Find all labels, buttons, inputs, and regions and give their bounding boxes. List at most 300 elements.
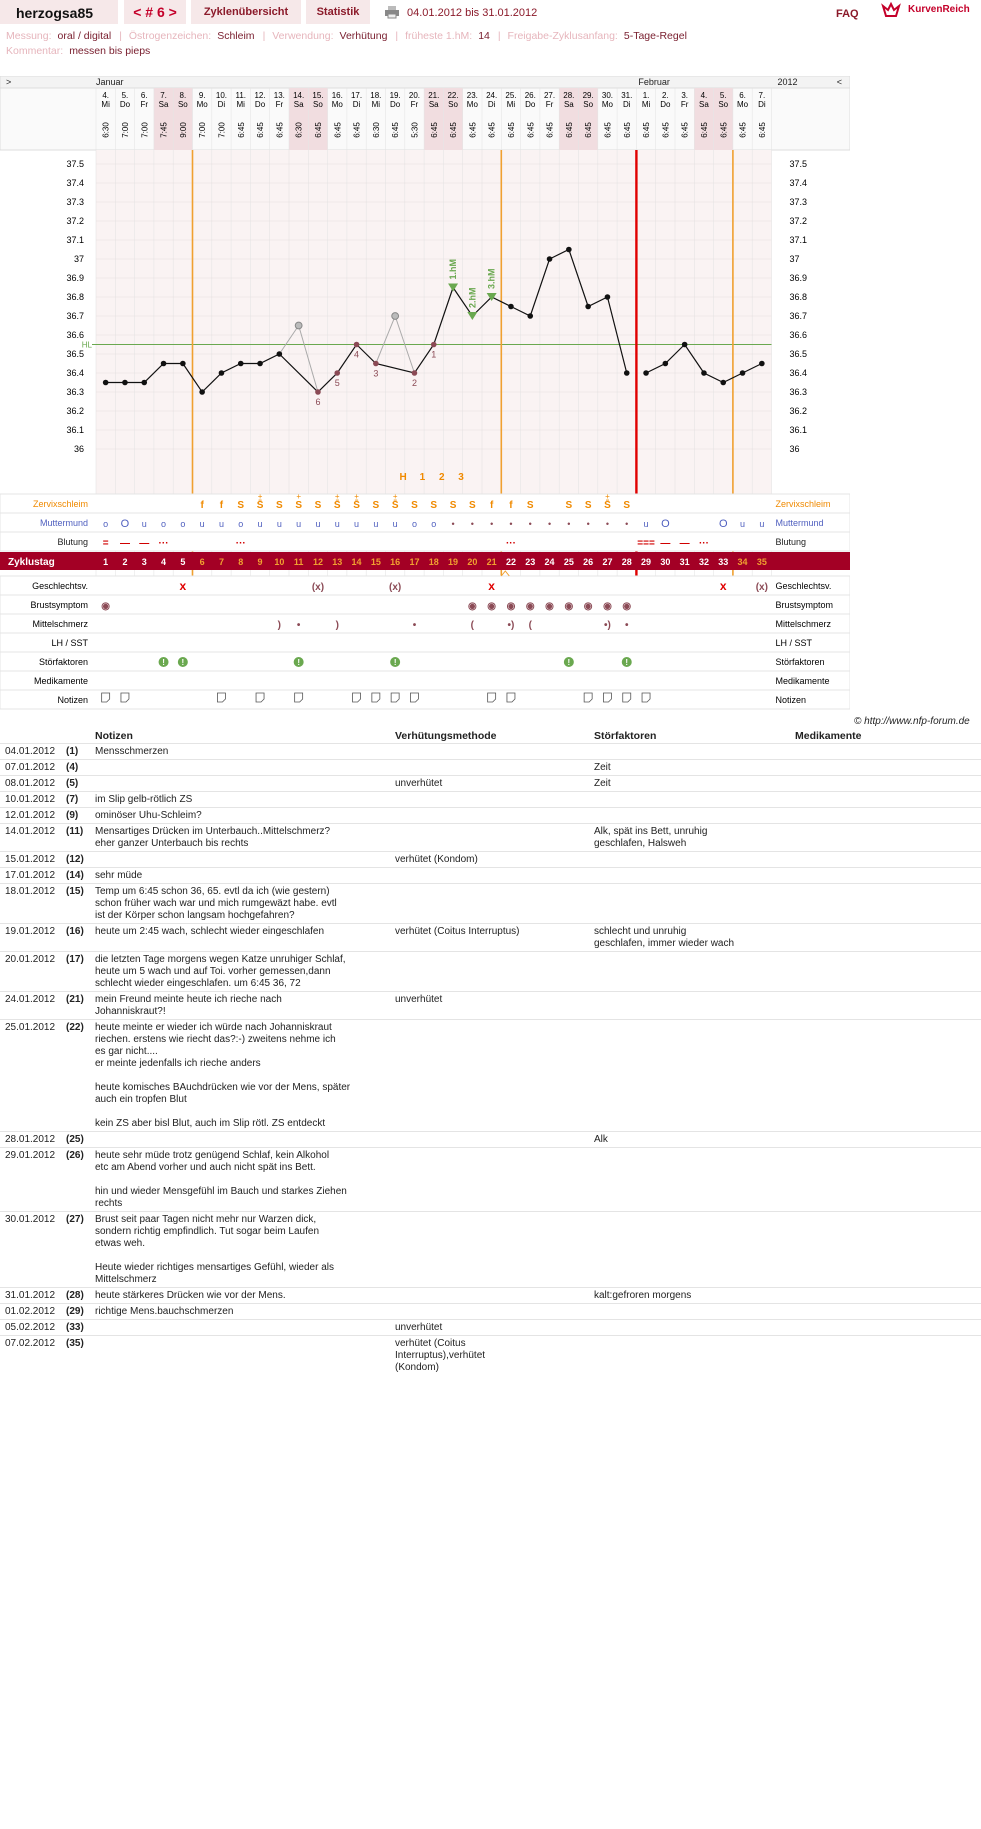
mucus-mark: S <box>314 500 322 511</box>
note-cycle-day: (29) <box>66 1306 84 1317</box>
notes-row <box>0 1019 981 1131</box>
mucus-mark: S <box>565 500 573 511</box>
note-icon <box>217 693 225 702</box>
date-label: 6. <box>140 91 148 100</box>
top-bar <box>0 0 981 28</box>
cervix-mark: • <box>547 519 552 529</box>
note-icon <box>507 693 515 702</box>
notes-row <box>0 951 981 991</box>
brand-name[interactable]: KurvenReich <box>908 4 970 15</box>
high-measure-label: 2.hM <box>467 287 478 308</box>
cycle-day-number: 2 <box>122 557 128 567</box>
cervix-mark: • <box>490 519 494 529</box>
symptom-mark-brust: ◉ <box>603 601 612 612</box>
bleeding-mark: — <box>139 538 150 549</box>
notes-row <box>0 883 981 923</box>
date-label: 15. <box>312 91 324 100</box>
low-measure-number: 2 <box>411 378 417 388</box>
time-label: 6:45 <box>545 122 555 138</box>
mucus-mark: S <box>276 500 283 511</box>
row-label-right-med: Medikamente <box>775 676 830 686</box>
meta-label: Verwendung: <box>272 30 334 42</box>
y-tick-right: 36.5 <box>789 349 808 359</box>
weekday-label: Sa <box>699 100 709 109</box>
time-label: 6:45 <box>506 122 516 138</box>
y-tick-right: 36.9 <box>789 273 808 283</box>
month-band <box>0 76 850 88</box>
time-label: 6:45 <box>352 122 362 138</box>
mucus-mark: f <box>489 500 494 511</box>
time-label: 7:00 <box>120 122 130 138</box>
symptom-mark-gv: (x) <box>389 582 402 593</box>
y-tick-left: 36.3 <box>66 387 84 397</box>
tab-statistics[interactable]: Statistik <box>306 0 370 24</box>
note-cycle-day: (21) <box>66 994 84 1005</box>
cervix-mark: u <box>276 519 282 529</box>
date-label: 9. <box>198 91 206 100</box>
row-label-med: Medikamente <box>33 676 88 686</box>
date-label: 11. <box>235 91 247 100</box>
cycle-day-number: 29 <box>641 557 652 567</box>
weekday-label: Mo <box>736 100 749 109</box>
time-label: 6:45 <box>468 122 478 138</box>
mucus-mark: S̄ <box>256 500 264 511</box>
y-tick-left: 36.2 <box>66 406 84 416</box>
note-text: heute sehr müde trotz genügend Schlaf, kein Alkohol etc am Abend vorher und auch nicht spät ins Bett. hin und wieder Mensgefühl im Bauch und starkes Ziehen rechts <box>95 1150 347 1209</box>
y-tick-right: 37.2 <box>789 216 808 226</box>
date-label: 5. <box>719 91 727 100</box>
symptom-mark-brust: ◉ <box>101 601 111 612</box>
peak-day-marker: H <box>399 472 407 483</box>
y-tick-left: 37 <box>73 254 84 264</box>
date-label: 19. <box>389 91 401 100</box>
temperature-point <box>373 361 379 367</box>
temperature-point <box>180 361 186 367</box>
printer-icon[interactable] <box>384 5 400 19</box>
cycle-selector[interactable]: < # 6 > <box>124 0 186 24</box>
medication-header: Medikamente <box>795 730 862 742</box>
symptom-mark-brust: ◉ <box>506 601 516 612</box>
peak-day-marker: 2 <box>438 472 445 483</box>
bleeding-mark: ··· <box>235 538 246 549</box>
date-label: 31. <box>621 91 633 100</box>
cycle-day-number: 23 <box>525 557 536 567</box>
time-label: 6:45 <box>429 122 439 138</box>
date-label: 10. <box>215 91 228 100</box>
note-cycle-day: (25) <box>66 1134 84 1145</box>
y-tick-right: 36.3 <box>789 387 808 397</box>
cycle-day-number: 24 <box>544 557 555 567</box>
bleeding-mark: — <box>660 538 671 549</box>
mucus-mark: S <box>526 500 534 511</box>
time-label: 6:45 <box>449 122 459 138</box>
symptom-mark-gv: x <box>719 579 727 593</box>
cervix-mark: O <box>718 518 728 530</box>
temperature-point <box>354 342 360 348</box>
note-disruption: Alk <box>594 1134 608 1145</box>
meta-label: Freigabe-Zyklusanfang: <box>507 30 618 42</box>
note-cycle-day: (11) <box>66 826 84 837</box>
note-date: 19.01.2012 <box>5 926 56 937</box>
cycle-day-number: 20 <box>467 557 478 567</box>
note-date: 01.02.2012 <box>5 1306 56 1317</box>
meta-separator: | <box>262 30 269 42</box>
symptom-mark-mittel: ) <box>335 620 339 631</box>
time-label: 6:45 <box>313 122 323 138</box>
note-cycle-day: (28) <box>66 1290 84 1301</box>
temperature-point <box>199 389 205 395</box>
cycle-day-label: Zyklustag <box>8 557 55 568</box>
notes-row <box>0 743 981 759</box>
row-label-mittel: Mittelschmerz <box>32 619 88 629</box>
note-text: sehr müde <box>95 870 143 881</box>
y-tick-right: 37.3 <box>789 197 808 207</box>
time-label: 5:30 <box>410 122 420 138</box>
note-icon <box>256 693 264 702</box>
row-label-muttermund: Muttermund <box>39 518 88 528</box>
time-label: 6:45 <box>642 122 652 138</box>
note-date: 31.01.2012 <box>5 1290 56 1301</box>
note-text: Temp um 6:45 schon 36, 65. evtl da ich (wie gestern) schon früher wach war und mich rumgewäzt habe. evtl ist der Körper schon langsam hochgefahren? <box>95 886 337 921</box>
symptom-mark-brust: ◉ <box>467 601 477 612</box>
cervix-mark: o <box>411 519 417 529</box>
weekday-label: Mi <box>101 100 110 109</box>
tab-cycle-overview[interactable]: Zyklenübersicht <box>191 0 301 24</box>
date-label: 28. <box>563 91 575 100</box>
weekday-label: So <box>313 100 323 109</box>
notes-row <box>0 1319 981 1335</box>
temperature-point <box>412 370 418 376</box>
weekday-label: Di <box>352 100 361 109</box>
weekday-label: Fr <box>410 100 419 109</box>
notes-row <box>0 1131 981 1147</box>
date-label: 13. <box>273 91 285 100</box>
cycle-day-number: 18 <box>428 557 439 567</box>
meta-separator: | <box>119 30 125 42</box>
note-date: 10.01.2012 <box>5 794 56 805</box>
cover-line-label: HL <box>81 340 92 350</box>
y-tick-left: 37.4 <box>66 178 84 188</box>
weekday-label: Do <box>119 100 131 109</box>
mucus-peak-mark: + <box>296 492 301 501</box>
symptom-mark-mittel: •) <box>507 620 515 631</box>
note-disruption: Alk, spät ins Bett, unruhig geschlafen, Halsweh <box>594 826 708 849</box>
low-measure-number: 3 <box>373 368 379 379</box>
y-tick-left: 36.6 <box>66 330 84 340</box>
mucus-mark: S̄ <box>604 500 611 511</box>
mucus-mark: f <box>200 500 204 511</box>
mucus-peak-mark: + <box>257 492 263 501</box>
cervix-mark: • <box>509 519 513 529</box>
month-label-second: Februar <box>638 77 670 87</box>
row-label-right-muttermund: Muttermund <box>775 518 824 528</box>
time-label: 6:45 <box>236 122 246 138</box>
cervix-mark: o <box>431 519 437 529</box>
cervix-mark: u <box>199 519 205 529</box>
row-label-brust: Brustsymptom <box>30 600 88 610</box>
row-label-right-mittel: Mittelschmerz <box>775 619 832 629</box>
note-icon <box>488 693 496 702</box>
weekday-label: So <box>718 100 729 109</box>
symptom-mark-mittel: ) <box>277 620 282 631</box>
symptom-mark-mittel: •) <box>604 620 611 631</box>
meta-value: messen bis pieps <box>69 45 151 57</box>
mucus-mark: f <box>509 500 513 511</box>
cervix-mark: O <box>661 518 670 530</box>
cycle-day-number: 15 <box>370 557 381 567</box>
disruption-mark: ! <box>162 658 165 667</box>
note-date: 29.01.2012 <box>5 1150 56 1161</box>
note-icon <box>642 693 650 702</box>
cervix-mark: o <box>180 519 186 529</box>
meta-label: früheste 1.hM: <box>405 30 473 42</box>
row-med <box>0 671 850 690</box>
faq-link[interactable]: FAQ <box>836 8 859 20</box>
date-label: 12. <box>254 91 266 100</box>
bleeding-mark: === <box>637 538 655 549</box>
note-date: 08.01.2012 <box>5 778 56 789</box>
temperature-point <box>759 361 765 367</box>
bleeding-mark: = <box>102 538 109 549</box>
notes-row <box>0 851 981 867</box>
cycle-day-number: 5 <box>180 557 186 567</box>
note-date: 28.01.2012 <box>5 1134 56 1145</box>
date-label: 21. <box>428 91 440 100</box>
cervix-mark: u <box>643 519 649 529</box>
notes-row <box>0 775 981 791</box>
note-method: verhütet (Coitus Interruptus) <box>395 926 520 937</box>
y-tick-right: 36.6 <box>789 330 808 340</box>
meta-label: Östrogenzeichen: <box>128 30 212 42</box>
cervix-mark: • <box>605 519 610 529</box>
note-icon <box>391 693 399 702</box>
cervix-mark: u <box>315 519 321 529</box>
temperature-point <box>103 380 109 386</box>
cervix-mark: u <box>354 519 360 529</box>
row-label-zervix: Zervixschleim <box>32 499 88 509</box>
disruption-mark: ! <box>297 658 300 667</box>
cervix-mark: • <box>470 519 474 529</box>
note-date: 18.01.2012 <box>5 886 56 897</box>
note-date: 07.02.2012 <box>5 1338 56 1349</box>
weekday-label: Di <box>487 100 496 109</box>
cervix-mark: O <box>120 518 130 530</box>
time-label: 6:30 <box>294 122 304 138</box>
weekday-label: Mi <box>641 100 651 109</box>
date-label: 16. <box>331 91 343 100</box>
note-icon <box>584 693 592 702</box>
date-label: 14. <box>293 91 305 100</box>
weekday-label: Mo <box>196 100 208 109</box>
y-tick-left: 37.1 <box>66 235 84 245</box>
temperature-point <box>334 370 340 376</box>
weekday-label: Do <box>525 100 536 109</box>
y-tick-right: 37.1 <box>789 235 808 245</box>
note-date: 24.01.2012 <box>5 994 56 1005</box>
cycle-day-number: 12 <box>312 557 323 567</box>
symptom-mark-gv: (x) <box>311 582 325 593</box>
mucus-peak-mark: + <box>392 492 398 501</box>
cervix-mark: u <box>740 519 746 529</box>
notes-row <box>0 867 981 883</box>
meta-row-1 <box>6 30 695 42</box>
temperature-point <box>277 351 283 357</box>
symptom-mark-brust: ◉ <box>545 601 554 612</box>
cycle-day-number: 31 <box>679 557 690 567</box>
time-label: 6:45 <box>603 122 613 138</box>
temperature-point <box>682 342 688 348</box>
temperature-point <box>585 304 591 310</box>
time-label: 6:45 <box>487 122 497 138</box>
weekday-label: So <box>177 100 188 109</box>
time-label: 6:45 <box>699 122 709 138</box>
note-text: die letzten Tage morgens wegen Katze unruhiger Schlaf, heute um 5 wach und auf Toi. vorher gemessen,dann schlecht wieder eingeschlafen. um 6:45 36, 72 <box>95 954 346 989</box>
row-label-blutung: Blutung <box>57 537 88 547</box>
bleeding-mark: — <box>119 538 130 549</box>
nfp-cycle-chart <box>0 76 850 716</box>
note-method: verhütet (Kondom) <box>395 854 478 865</box>
note-date: 15.01.2012 <box>5 854 56 865</box>
time-label: 6:45 <box>661 122 671 138</box>
weekday-label: Mi <box>236 100 245 109</box>
cycle-day-number: 7 <box>218 557 224 567</box>
mucus-mark: S <box>469 500 476 511</box>
note-date: 17.01.2012 <box>5 870 56 881</box>
row-label-stor: Störfaktoren <box>38 657 88 667</box>
meta-value: 14 <box>478 30 490 42</box>
temperature-point <box>605 294 611 300</box>
disruption-mark: ! <box>181 658 185 667</box>
note-method: unverhütet <box>395 778 443 789</box>
month-label-start: Januar <box>96 77 124 87</box>
cycle-day-number: 22 <box>505 557 516 567</box>
weekday-label: Di <box>758 100 766 109</box>
method-header: Verhütungsmethode <box>395 730 497 742</box>
notes-header: Notizen <box>95 730 133 742</box>
row-brust <box>0 595 850 614</box>
note-text: richtige Mens.bauchschmerzen <box>95 1306 234 1317</box>
symptom-mark-brust: ◉ <box>525 601 535 612</box>
date-label: 4. <box>102 91 109 100</box>
note-date: 20.01.2012 <box>5 954 56 965</box>
note-cycle-day: (17) <box>66 954 84 965</box>
date-label: 7. <box>758 91 766 100</box>
notes-row <box>0 1211 981 1287</box>
y-tick-left: 36.8 <box>66 292 84 302</box>
bleeding-mark: ··· <box>158 538 169 549</box>
meta-value: Schleim <box>217 30 255 42</box>
cervix-mark: o <box>238 519 244 529</box>
cycle-day-number: 26 <box>583 557 594 567</box>
symptom-mark-brust: ◉ <box>622 601 632 612</box>
temperature-point <box>547 256 553 262</box>
time-label: 6:30 <box>101 122 111 138</box>
row-label-notizen: Notizen <box>57 695 88 705</box>
note-cycle-day: (15) <box>66 886 84 897</box>
row-lh <box>0 633 850 652</box>
weekday-label: So <box>583 100 594 109</box>
cycle-day-number: 21 <box>486 557 497 567</box>
weekday-label: Do <box>254 100 266 109</box>
weekday-label: Sa <box>293 100 304 109</box>
notes-row <box>0 1335 981 1375</box>
note-icon <box>623 693 631 702</box>
row-mittel <box>0 614 850 633</box>
note-disruption: Zeit <box>594 778 611 789</box>
row-label-lh: LH / SST <box>51 638 88 648</box>
temperature-point <box>238 361 244 367</box>
note-cycle-day: (5) <box>66 778 79 789</box>
temperature-area <box>96 150 772 494</box>
cycle-day-number: 14 <box>351 557 362 567</box>
row-label-right-stor: Störfaktoren <box>775 657 825 667</box>
cervix-mark: o <box>161 519 167 529</box>
y-tick-left: 36.7 <box>66 311 84 321</box>
year-label: 2012 <box>777 77 798 87</box>
row-label-right-lh: LH / SST <box>775 638 813 648</box>
time-label: 7:00 <box>217 122 227 138</box>
symptom-mark-mittel: • <box>296 620 301 631</box>
low-measure-number: 5 <box>334 378 340 388</box>
high-measure-label: 1.hM <box>448 258 459 280</box>
note-cycle-day: (27) <box>66 1214 84 1225</box>
symptom-mark-brust: ◉ <box>583 601 593 612</box>
time-label: 6:45 <box>526 122 536 138</box>
weekday-label: Fr <box>680 100 689 109</box>
cycle-day-number: 30 <box>660 557 671 567</box>
meta-value: 5-Tage-Regel <box>623 30 687 42</box>
date-label: 23. <box>466 91 478 100</box>
temperature-point <box>527 313 533 319</box>
cycle-day-number: 8 <box>238 557 244 567</box>
time-label: 7:45 <box>159 122 169 138</box>
time-label: 6:45 <box>256 122 266 138</box>
note-cycle-day: (4) <box>66 762 79 773</box>
y-tick-left: 36.1 <box>66 425 84 435</box>
note-date: 07.01.2012 <box>5 762 56 773</box>
y-tick-left: 37.5 <box>66 159 84 169</box>
note-icon <box>603 693 611 702</box>
note-text: heute meinte er wieder ich würde nach Johanniskraut riechen. erstens wie riecht das?:-) zweitens nehme ich es gar nicht.... er meinte jedenfalls ich rieche anders heute komisches BAuchdrücken wie vor der Mens, später auch ein tropfen Blut kein ZS aber bisl Blut, auch im Slip rötl. ZS entdeckt <box>95 1022 351 1129</box>
date-label: 2. <box>662 91 669 100</box>
cycle-day-number: 27 <box>602 557 613 567</box>
notes-row <box>0 807 981 823</box>
time-label: 6:45 <box>738 122 748 138</box>
date-label: 25. <box>505 91 517 100</box>
weekday-label: So <box>448 100 458 109</box>
weekday-label: Sa <box>563 100 574 109</box>
note-text: mein Freund meinte heute ich rieche nach Johanniskraut?! <box>95 994 282 1017</box>
bleeding-mark: ··· <box>698 538 709 549</box>
date-label: 5. <box>121 91 129 100</box>
notes-row <box>0 991 981 1019</box>
peak-day-marker: 3 <box>458 472 464 483</box>
low-measure-number: 1 <box>431 349 437 360</box>
bleeding-mark: — <box>679 538 690 549</box>
note-cycle-day: (35) <box>66 1338 84 1349</box>
note-date: 05.02.2012 <box>5 1322 56 1333</box>
time-label: 6:45 <box>584 122 594 138</box>
note-text: Brust seit paar Tagen nicht mehr nur Warzen dick, sondern richtig empfindlich. Tut sogar beim Laufen etwas weh. Heute wieder richtiges mensartiges Gefühl, wieder als Mittelschmerz <box>95 1214 334 1285</box>
kurvenreich-logo-icon <box>880 1 902 19</box>
symptom-mark-mittel: • <box>624 620 629 631</box>
symptom-mark-gv: (x) <box>755 582 768 593</box>
low-measure-number: 6 <box>315 397 321 407</box>
meta-separator: | <box>395 30 402 42</box>
note-text: Mensartiges Drücken im Unterbauch..Mittelschmerz? eher ganzer Unterbauch bis rechts <box>95 826 331 849</box>
temperature-point <box>624 370 630 376</box>
cycle-day-number: 32 <box>698 557 709 567</box>
